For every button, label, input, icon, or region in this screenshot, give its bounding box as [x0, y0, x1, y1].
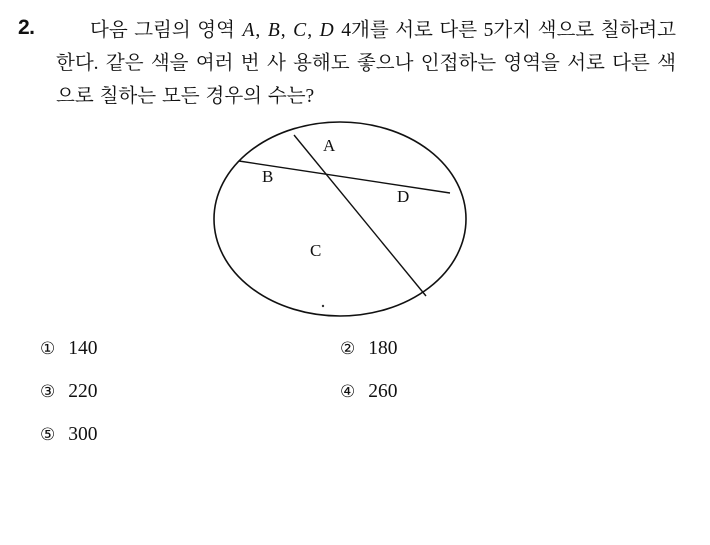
chord-line-2	[294, 135, 426, 296]
figure-container	[14, 119, 688, 334]
choice-option-3[interactable]	[40, 381, 340, 403]
choice-option-4[interactable]	[340, 381, 398, 403]
circle-outline	[214, 122, 466, 316]
choice-text-5: 300	[68, 424, 98, 445]
question-number: 2.	[18, 16, 35, 39]
variable-c: C	[293, 20, 307, 41]
variable-a: A	[242, 20, 255, 41]
separator-3: ,	[307, 20, 319, 41]
choice-marker-1: ①	[40, 339, 56, 359]
region-label-a: A	[323, 136, 336, 155]
region-label-c: C	[310, 241, 322, 260]
choice-marker-3: ③	[40, 382, 56, 402]
choice-option-1[interactable]	[40, 338, 340, 360]
question-line1-post: 4개를 서로 다른	[334, 20, 478, 41]
choice-text-3: 220	[68, 381, 98, 402]
choice-option-5[interactable]	[40, 424, 340, 446]
choice-text-1: 140	[68, 338, 98, 359]
region-label-b: B	[262, 167, 274, 186]
bottom-dot	[322, 305, 324, 307]
question-text	[56, 14, 676, 113]
choice-option-2[interactable]	[340, 338, 398, 360]
diagram-svg	[210, 119, 480, 329]
variable-b: B	[267, 20, 280, 41]
question-block	[14, 14, 688, 113]
choice-marker-5: ⑤	[40, 425, 56, 445]
question-line4: 칠하는 모든 경우의 수는?	[99, 86, 315, 107]
separator-1: ,	[255, 20, 267, 41]
choice-marker-2: ②	[340, 339, 356, 359]
choice-marker-4: ④	[340, 382, 356, 402]
region-label-d: D	[397, 187, 410, 206]
separator-2: ,	[280, 20, 293, 41]
choice-text-4: 260	[368, 381, 398, 402]
choice-text-2: 180	[368, 338, 398, 359]
question-line1-pre: 다음 그림의 영역	[90, 20, 242, 41]
choice-row-3	[40, 424, 688, 467]
answer-choices	[40, 338, 688, 467]
question-line3: 용해도 좋으나 인접하는 영역을 서로 다른 색으로	[56, 53, 676, 107]
choice-row-2	[40, 381, 688, 424]
circle-diagram	[210, 119, 480, 329]
question-line2: 5가지 색으로 칠하려고 한다. 같은 색을 여러 번 사	[56, 20, 677, 74]
variable-d: D	[319, 20, 334, 41]
choice-row-1	[40, 338, 688, 381]
